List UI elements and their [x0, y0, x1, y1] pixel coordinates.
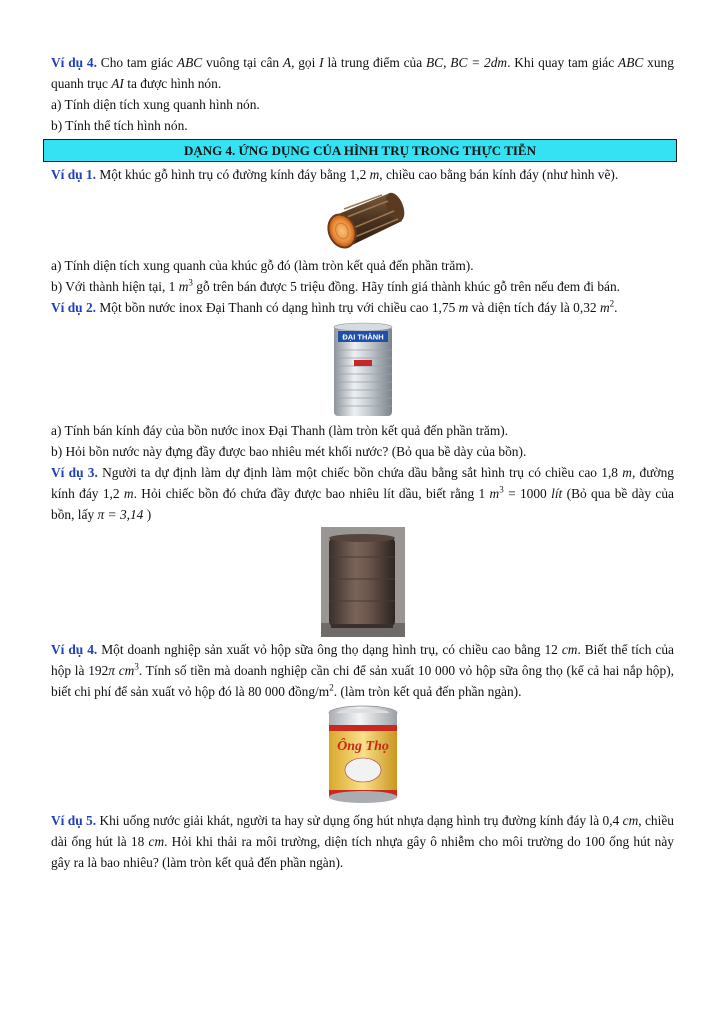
question-a: a) Tính diện tích xung quanh của khúc gỗ đó (làm tròn kết quả đến phần trăm). — [51, 258, 474, 273]
question-a: a) Tính bán kính đáy của bồn nước inox Đại Thanh (làm tròn kết quả đến phần trăm). — [51, 423, 509, 438]
example-label: Ví dụ 4. — [51, 55, 97, 70]
question-b: b) Hỏi bồn nước này đựng đầy được bao nhiêu mét khối nước? (Bỏ qua bề dày của bồn). — [51, 444, 527, 459]
water-tank-figure — [51, 320, 674, 418]
oil-tank-figure — [51, 527, 674, 637]
example-label: Ví dụ 4. — [51, 642, 98, 657]
document-page — [51, 52, 674, 873]
example-label: Ví dụ 5. — [51, 813, 97, 828]
example-5: Ví dụ 5. Khi uống nước giải khát, người ta hay sử dụng ống hút nhựa dạng hình trụ đường kính đáy là 0,4 cm, chiều dài ống hút là 18 cm. Hỏi khi thải ra môi trường, diện tích nhựa gây ô nhiễm cho môi trường do 100 ống hút này gây ra là bao nhiêu? (làm tròn kết quả đến phần ngàn). — [51, 813, 674, 870]
example-label: Ví dụ 3. — [51, 465, 98, 480]
tank-brand-text: ĐẠI THÀNH — [341, 332, 384, 342]
question-a: a) Tính diện tích xung quanh hình nón. — [51, 97, 260, 112]
example-label: Ví dụ 2. — [51, 300, 97, 315]
oil-tank-image — [321, 527, 405, 637]
example-label: Ví dụ 1. — [51, 167, 97, 182]
example-2: Ví dụ 2. Một bồn nước inox Đại Thanh có dạng hình trụ với chiều cao 1,75 m và diện tích đáy là 0,32 $m^2$. — [51, 298, 618, 315]
milk-can-image — [324, 704, 402, 806]
log-figure — [51, 187, 674, 253]
log-image — [320, 187, 406, 253]
can-brand-text: Ông Thọ — [336, 739, 389, 754]
water-tank-image — [330, 320, 396, 418]
question-b: b) Với thành hiện tại, 1 $m^3$ gỗ trên bán được 5 triệu đồng. Hãy tính giá thành khúc gỗ trên nếu đem đi bán. — [51, 277, 621, 294]
milk-can-figure — [51, 704, 674, 806]
example-4-cone: Ví dụ 4. Cho tam giác ABC vuông tại cân A, gọi I là trung điểm của BC, BC = 2dm. Khi quay tam giác ABC xung quanh trục AI ta được hình nón. — [51, 55, 674, 91]
example-4-milk-can: Ví dụ 4. Một doanh nghiệp sản xuất vỏ hộp sữa ông thọ dạng hình trụ, có chiều cao bằng 12 cm. Biết thể tích của hộp là 192π $cm^3$. Tính số tiền mà doanh nghiệp cần chi để sản xuất 10 000 vỏ hộp sữa ông thọ (kể cả hai nắp hộp), biết chi phí để sản xuất vỏ hộp đó là 80 000 đồng/$m^2$. (làm tròn kết quả đến phần ngàn). — [51, 642, 675, 699]
question-b: b) Tính thể tích hình nón. — [51, 118, 188, 133]
example-3: Ví dụ 3. Người ta dự định làm dự định làm một chiếc bồn chứa dầu bằng sắt hình trụ có chiều cao 1,8 m, đường kính đáy 1,2 m. Hỏi chiếc bồn đó chứa đầy được bao nhiêu lít dầu, biết rằng 1 $m^3 = 1000$ lít (Bỏ qua bề dày của bồn, lấy π = 3,14 ) — [51, 465, 674, 522]
example-1: Ví dụ 1. Một khúc gỗ hình trụ có đường kính đáy bằng 1,2 m, chiều cao bằng bán kính đáy (như hình vẽ). — [51, 167, 619, 182]
section-banner: DẠNG 4. ỨNG DỤNG CỦA HÌNH TRỤ TRONG THỰC TIỄN — [43, 139, 677, 162]
